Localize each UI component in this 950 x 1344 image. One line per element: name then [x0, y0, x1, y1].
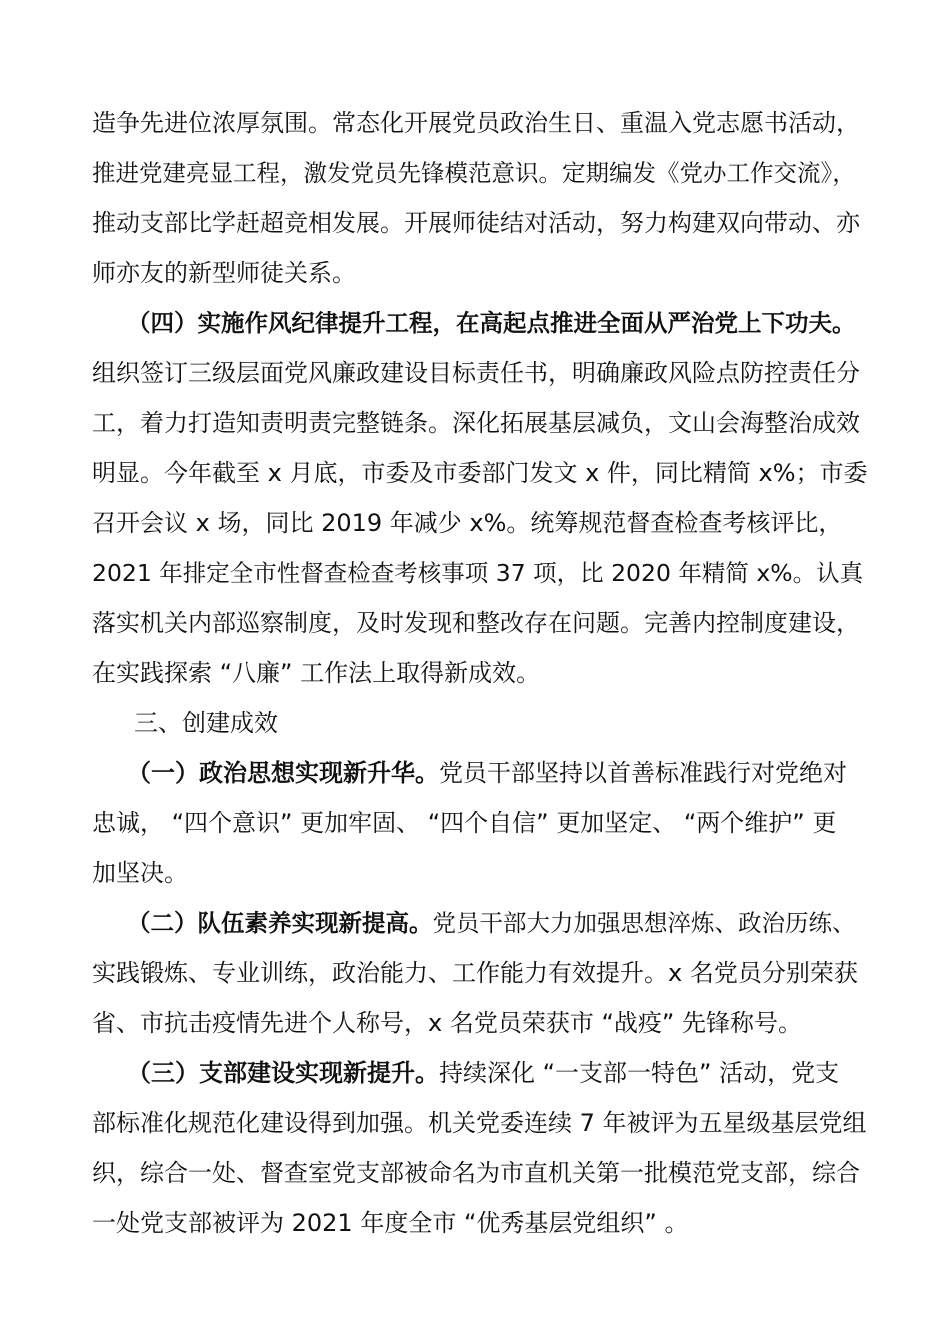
section-heading-text: （四）实施作风纪律提升工程，在高起点推进全面从严治党上下功夫。 — [127, 309, 856, 337]
result-text: 持续深化 “一支部一特色” 活动，党支 — [439, 1059, 840, 1087]
paragraph-line: 省、市抗击疫情先进个人称号，x 名党员荣获市 “战疫” 先锋称号。 — [92, 1009, 802, 1037]
paragraph-line: 明显。今年截至 x 月底，市委及市委部门发文 x 件，同比精简 x%；市委 — [92, 459, 868, 487]
result-first-line — [127, 908, 856, 938]
section-title: 三、创建成效 — [134, 709, 278, 737]
paragraph-line: 部标准化规范化建设得到加强。机关党委连续 7 年被评为五星级基层党组 — [92, 1109, 867, 1137]
result-text: 党员干部坚持以首善标准践行对党绝对 — [439, 759, 847, 787]
result-first-line — [127, 1058, 839, 1088]
paragraph-line: 师亦友的新型师徒关系。 — [92, 259, 356, 287]
result-text: 党员干部大力加强思想淬炼、政治历练、 — [432, 909, 856, 937]
paragraph-line: 组织签订三级层面党风廉政建设目标责任书，明确廉政风险点防控责任分 — [92, 359, 860, 387]
paragraph-line: 织，综合一处、督查室党支部被命名为市直机关第一批模范党支部，综合 — [92, 1159, 860, 1187]
result-heading: （一）政治思想实现新升华。 — [127, 759, 439, 787]
paragraph-line: 实践锻炼、专业训练，政治能力、工作能力有效提升。x 名党员分别荣获 — [92, 959, 858, 987]
paragraph-line: 2021 年排定全市性督查检查考核事项 37 项，比 2020 年精简 x%。认真 — [92, 559, 864, 587]
paragraph-line: 一处党支部被评为 2021 年度全市 “优秀基层党组织” 。 — [92, 1209, 689, 1237]
paragraph-line: 在实践探索 “八廉” 工作法上取得新成效。 — [92, 659, 541, 687]
paragraph-line: 推动支部比学赶超竞相发展。开展师徒结对活动，努力构建双向带动、亦 — [92, 209, 860, 237]
paragraph-line: 忠诚， “四个意识” 更加牢固、 “四个自信” 更加坚定、 “两个维护” 更 — [92, 809, 837, 837]
paragraph-line: 造争先进位浓厚氛围。常态化开展党员政治生日、重温入党志愿书活动， — [92, 109, 860, 137]
result-heading: （二）队伍素养实现新提高。 — [127, 909, 433, 937]
paragraph-line: 工，着力打造知责明责完整链条。深化拓展基层减负，文山会海整治成效 — [92, 409, 860, 437]
paragraph-line: 落实机关内部巡察制度，及时发现和整改存在问题。完善内控制度建设， — [92, 609, 860, 637]
result-heading: （三）支部建设实现新提升。 — [127, 1059, 439, 1087]
paragraph-line: 加坚决。 — [92, 859, 188, 887]
paragraph-line: 推进党建亮显工程，激发党员先锋模范意识。定期编发《党办工作交流》， — [92, 159, 856, 187]
section-heading — [127, 308, 856, 338]
paragraph-line: 召开会议 x 场，同比 2019 年减少 x%。统筹规范督查检查考核评比， — [92, 509, 843, 537]
result-first-line — [127, 758, 847, 788]
